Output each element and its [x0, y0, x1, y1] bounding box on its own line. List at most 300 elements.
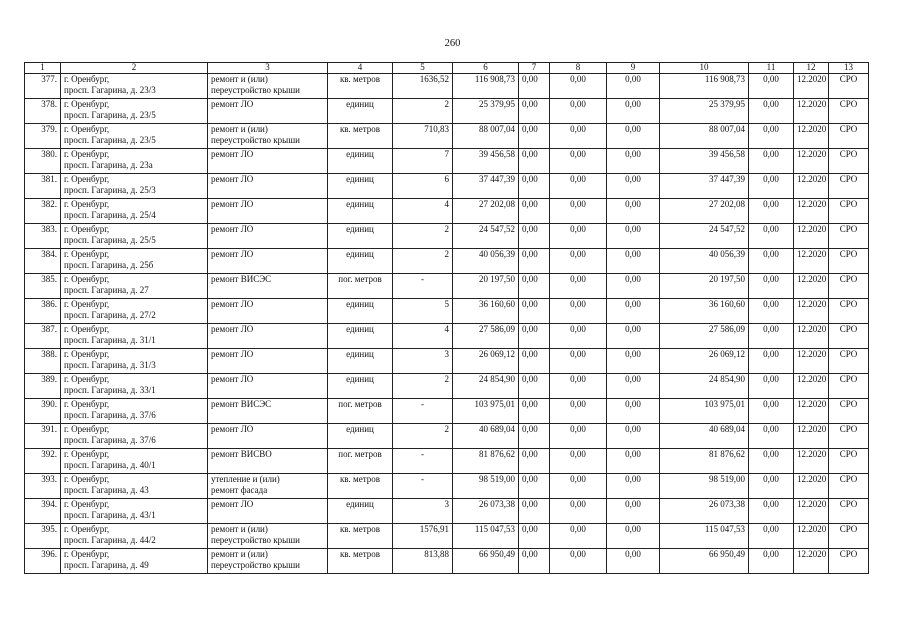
row-number-cell: 396.: [25, 549, 61, 574]
work-type-line: ремонт ЛО: [211, 499, 254, 509]
work-type-cell: [208, 399, 328, 424]
table-row: [25, 274, 869, 299]
address-line: г. Оренбург,: [64, 174, 110, 184]
col9-cell: 0,00: [607, 249, 660, 274]
address-line: просп. Гагарина, д. 25/4: [64, 210, 156, 220]
completion-date-cell: 12.2020: [794, 299, 829, 324]
work-type-line: переустройство крыши: [211, 535, 300, 545]
col9-cell: 0,00: [607, 99, 660, 124]
quantity-cell: 813,88: [393, 549, 453, 574]
total-cost-cell: 26 069,12: [453, 349, 519, 374]
col7-cell: 0,00: [519, 124, 550, 149]
col10-cell: 26 069,12: [660, 349, 749, 374]
completion-date-cell: 12.2020: [794, 549, 829, 574]
row-number-cell: 381.: [25, 174, 61, 199]
table-row: [25, 199, 869, 224]
total-cost-cell: 116 908,73: [453, 74, 519, 99]
address-cell: [61, 549, 208, 574]
address-line: г. Оренбург,: [64, 549, 110, 559]
completion-date-cell: 12.2020: [794, 274, 829, 299]
work-type-line: ремонт и (или): [211, 524, 268, 534]
address-line: г. Оренбург,: [64, 74, 110, 84]
col10-cell: 115 047,53: [660, 524, 749, 549]
quantity-cell: 6: [393, 174, 453, 199]
quantity-cell: 3: [393, 349, 453, 374]
quantity-cell: 3: [393, 499, 453, 524]
source-cell: СРО: [829, 274, 869, 299]
source-cell: СРО: [829, 74, 869, 99]
unit-cell: кв. метров: [328, 524, 393, 549]
col7-cell: 0,00: [519, 524, 550, 549]
address-line: г. Оренбург,: [64, 349, 110, 359]
col8-cell: 0,00: [550, 524, 607, 549]
col10-cell: 40 056,39: [660, 249, 749, 274]
col9-cell: 0,00: [607, 274, 660, 299]
row-number-cell: 384.: [25, 249, 61, 274]
col9-cell: 0,00: [607, 199, 660, 224]
source-cell: СРО: [829, 349, 869, 374]
work-type-line: утепление и (или): [211, 474, 280, 484]
completion-date-cell: 12.2020: [794, 499, 829, 524]
work-type-line: ремонт и (или): [211, 549, 268, 559]
total-cost-cell: 103 975,01: [453, 399, 519, 424]
quantity-cell: 2: [393, 249, 453, 274]
quantity-cell: 1636,52: [393, 74, 453, 99]
work-type-line: ремонт фасада: [211, 485, 268, 495]
table-row: [25, 99, 869, 124]
col11-cell: 0,00: [749, 149, 794, 174]
row-number-cell: 378.: [25, 99, 61, 124]
col9-cell: 0,00: [607, 124, 660, 149]
table-row: [25, 549, 869, 574]
work-type-line: ремонт ЛО: [211, 224, 254, 234]
col7-cell: 0,00: [519, 174, 550, 199]
col11-cell: 0,00: [749, 99, 794, 124]
work-type-cell: [208, 124, 328, 149]
completion-date-cell: 12.2020: [794, 349, 829, 374]
col7-cell: 0,00: [519, 549, 550, 574]
col8-cell: 0,00: [550, 124, 607, 149]
row-number-cell: 382.: [25, 199, 61, 224]
address-line: г. Оренбург,: [64, 399, 110, 409]
address-cell: [61, 99, 208, 124]
col11-cell: 0,00: [749, 274, 794, 299]
col11-cell: 0,00: [749, 324, 794, 349]
col8-cell: 0,00: [550, 74, 607, 99]
header-cell: 6: [453, 63, 519, 74]
work-type-cell: [208, 474, 328, 499]
total-cost-cell: 115 047,53: [453, 524, 519, 549]
address-line: просп. Гагарина, д. 43: [64, 485, 149, 495]
work-type-cell: [208, 224, 328, 249]
work-type-cell: [208, 349, 328, 374]
address-line: просп. Гагарина, д. 27: [64, 285, 149, 295]
source-cell: СРО: [829, 99, 869, 124]
address-line: г. Оренбург,: [64, 499, 110, 509]
quantity-cell: 1576,91: [393, 524, 453, 549]
col7-cell: 0,00: [519, 474, 550, 499]
unit-cell: кв. метров: [328, 549, 393, 574]
work-type-cell: [208, 274, 328, 299]
page-number: 260: [444, 38, 461, 49]
row-number-cell: 389.: [25, 374, 61, 399]
row-number-cell: 392.: [25, 449, 61, 474]
unit-cell: единиц: [328, 149, 393, 174]
total-cost-cell: 27 586,09: [453, 324, 519, 349]
col10-cell: 24 854,90: [660, 374, 749, 399]
work-type-cell: [208, 99, 328, 124]
col8-cell: 0,00: [550, 374, 607, 399]
address-cell: [61, 224, 208, 249]
source-cell: СРО: [829, 449, 869, 474]
work-type-cell: [208, 149, 328, 174]
work-type-line: ремонт ЛО: [211, 424, 254, 434]
address-cell: [61, 399, 208, 424]
unit-cell: кв. метров: [328, 74, 393, 99]
col10-cell: 81 876,62: [660, 449, 749, 474]
col8-cell: 0,00: [550, 549, 607, 574]
col8-cell: 0,00: [550, 174, 607, 199]
header-row: [25, 63, 869, 74]
unit-cell: единиц: [328, 224, 393, 249]
completion-date-cell: 12.2020: [794, 149, 829, 174]
header-cell: 11: [749, 63, 794, 74]
col11-cell: 0,00: [749, 474, 794, 499]
address-line: просп. Гагарина, д. 25/3: [64, 185, 156, 195]
col11-cell: 0,00: [749, 349, 794, 374]
col7-cell: 0,00: [519, 199, 550, 224]
col11-cell: 0,00: [749, 124, 794, 149]
work-type-cell: [208, 249, 328, 274]
work-type-cell: [208, 74, 328, 99]
completion-date-cell: 12.2020: [794, 324, 829, 349]
col10-cell: 36 160,60: [660, 299, 749, 324]
header-cell: 9: [607, 63, 660, 74]
address-line: г. Оренбург,: [64, 149, 110, 159]
source-cell: СРО: [829, 249, 869, 274]
col9-cell: 0,00: [607, 299, 660, 324]
quantity-cell: -: [393, 274, 453, 299]
row-number-cell: 379.: [25, 124, 61, 149]
col9-cell: 0,00: [607, 399, 660, 424]
address-line: просп. Гагарина, д. 40/1: [64, 460, 156, 470]
col10-cell: 66 950,49: [660, 549, 749, 574]
row-number-cell: 387.: [25, 324, 61, 349]
completion-date-cell: 12.2020: [794, 399, 829, 424]
work-type-line: переустройство крыши: [211, 85, 300, 95]
quantity-cell: 2: [393, 424, 453, 449]
address-cell: [61, 474, 208, 499]
total-cost-cell: 26 073,38: [453, 499, 519, 524]
col8-cell: 0,00: [550, 99, 607, 124]
row-number-cell: 386.: [25, 299, 61, 324]
col10-cell: 27 202,08: [660, 199, 749, 224]
total-cost-cell: 98 519,00: [453, 474, 519, 499]
address-line: г. Оренбург,: [64, 449, 110, 459]
work-type-cell: [208, 449, 328, 474]
quantity-cell: 5: [393, 299, 453, 324]
total-cost-cell: 24 854,90: [453, 374, 519, 399]
col7-cell: 0,00: [519, 274, 550, 299]
col8-cell: 0,00: [550, 399, 607, 424]
col7-cell: 0,00: [519, 224, 550, 249]
unit-cell: пог. метров: [328, 399, 393, 424]
col7-cell: 0,00: [519, 499, 550, 524]
col11-cell: 0,00: [749, 549, 794, 574]
completion-date-cell: 12.2020: [794, 174, 829, 199]
col11-cell: 0,00: [749, 174, 794, 199]
completion-date-cell: 12.2020: [794, 474, 829, 499]
col8-cell: 0,00: [550, 324, 607, 349]
address-line: просп. Гагарина, д. 23/3: [64, 85, 156, 95]
work-type-line: ремонт ЛО: [211, 149, 254, 159]
address-line: г. Оренбург,: [64, 99, 110, 109]
address-cell: [61, 524, 208, 549]
quantity-cell: 2: [393, 99, 453, 124]
completion-date-cell: 12.2020: [794, 524, 829, 549]
completion-date-cell: 12.2020: [794, 124, 829, 149]
col9-cell: 0,00: [607, 224, 660, 249]
table-row: [25, 174, 869, 199]
total-cost-cell: 37 447,39: [453, 174, 519, 199]
table-row: [25, 324, 869, 349]
address-cell: [61, 299, 208, 324]
col8-cell: 0,00: [550, 474, 607, 499]
work-type-cell: [208, 524, 328, 549]
work-type-line: ремонт ЛО: [211, 174, 254, 184]
unit-cell: единиц: [328, 499, 393, 524]
address-line: просп. Гагарина, д. 27/2: [64, 310, 156, 320]
address-line: просп. Гагарина, д. 31/3: [64, 360, 156, 370]
table-row: [25, 499, 869, 524]
address-line: г. Оренбург,: [64, 299, 110, 309]
completion-date-cell: 12.2020: [794, 224, 829, 249]
table-row: [25, 524, 869, 549]
work-type-line: ремонт ЛО: [211, 199, 254, 209]
header-cell: 5: [393, 63, 453, 74]
col9-cell: 0,00: [607, 324, 660, 349]
table-row: [25, 74, 869, 99]
work-type-line: ремонт ВИСЭС: [211, 399, 272, 409]
source-cell: СРО: [829, 474, 869, 499]
header-cell: 4: [328, 63, 393, 74]
address-cell: [61, 324, 208, 349]
total-cost-cell: 25 379,95: [453, 99, 519, 124]
source-cell: СРО: [829, 424, 869, 449]
header-cell: 3: [208, 63, 328, 74]
total-cost-cell: 88 007,04: [453, 124, 519, 149]
row-number-cell: 393.: [25, 474, 61, 499]
address-cell: [61, 199, 208, 224]
col7-cell: 0,00: [519, 299, 550, 324]
col11-cell: 0,00: [749, 449, 794, 474]
header-cell: 1: [25, 63, 61, 74]
completion-date-cell: 12.2020: [794, 449, 829, 474]
col7-cell: 0,00: [519, 399, 550, 424]
col10-cell: 103 975,01: [660, 399, 749, 424]
address-cell: [61, 424, 208, 449]
col9-cell: 0,00: [607, 549, 660, 574]
row-number-cell: 394.: [25, 499, 61, 524]
source-cell: СРО: [829, 374, 869, 399]
work-type-line: ремонт ВИСЭС: [211, 274, 272, 284]
work-type-cell: [208, 299, 328, 324]
col8-cell: 0,00: [550, 274, 607, 299]
work-type-line: ремонт ЛО: [211, 349, 254, 359]
source-cell: СРО: [829, 199, 869, 224]
col10-cell: 39 456,58: [660, 149, 749, 174]
col8-cell: 0,00: [550, 149, 607, 174]
header-cell: 13: [829, 63, 869, 74]
work-type-cell: [208, 374, 328, 399]
address-cell: [61, 274, 208, 299]
address-cell: [61, 74, 208, 99]
col11-cell: 0,00: [749, 424, 794, 449]
col9-cell: 0,00: [607, 474, 660, 499]
table-row: [25, 474, 869, 499]
table-row: [25, 299, 869, 324]
unit-cell: единиц: [328, 324, 393, 349]
col7-cell: 0,00: [519, 99, 550, 124]
source-cell: СРО: [829, 124, 869, 149]
quantity-cell: -: [393, 449, 453, 474]
source-cell: СРО: [829, 174, 869, 199]
table-row: [25, 249, 869, 274]
row-number-cell: 383.: [25, 224, 61, 249]
header-cell: 8: [550, 63, 607, 74]
col11-cell: 0,00: [749, 499, 794, 524]
source-cell: СРО: [829, 399, 869, 424]
row-number-cell: 391.: [25, 424, 61, 449]
col9-cell: 0,00: [607, 74, 660, 99]
quantity-cell: 4: [393, 324, 453, 349]
unit-cell: единиц: [328, 349, 393, 374]
unit-cell: единиц: [328, 174, 393, 199]
col9-cell: 0,00: [607, 149, 660, 174]
address-line: г. Оренбург,: [64, 324, 110, 334]
total-cost-cell: 40 689,04: [453, 424, 519, 449]
col11-cell: 0,00: [749, 299, 794, 324]
address-line: просп. Гагарина, д. 31/1: [64, 335, 156, 345]
col11-cell: 0,00: [749, 199, 794, 224]
work-type-line: ремонт и (или): [211, 124, 268, 134]
row-number-cell: 380.: [25, 149, 61, 174]
col7-cell: 0,00: [519, 249, 550, 274]
col9-cell: 0,00: [607, 174, 660, 199]
table-row: [25, 349, 869, 374]
col7-cell: 0,00: [519, 449, 550, 474]
work-type-cell: [208, 549, 328, 574]
address-line: просп. Гагарина, д. 37/6: [64, 410, 156, 420]
table-row: [25, 224, 869, 249]
completion-date-cell: 12.2020: [794, 199, 829, 224]
total-cost-cell: 20 197,50: [453, 274, 519, 299]
col10-cell: 24 547,52: [660, 224, 749, 249]
col11-cell: 0,00: [749, 224, 794, 249]
total-cost-cell: 36 160,60: [453, 299, 519, 324]
col10-cell: 88 007,04: [660, 124, 749, 149]
quantity-cell: 7: [393, 149, 453, 174]
col10-cell: 98 519,00: [660, 474, 749, 499]
col8-cell: 0,00: [550, 199, 607, 224]
quantity-cell: 710,83: [393, 124, 453, 149]
col9-cell: 0,00: [607, 374, 660, 399]
row-number-cell: 388.: [25, 349, 61, 374]
table-row: [25, 424, 869, 449]
work-type-line: переустройство крыши: [211, 135, 300, 145]
col10-cell: 40 689,04: [660, 424, 749, 449]
col7-cell: 0,00: [519, 74, 550, 99]
col7-cell: 0,00: [519, 374, 550, 399]
col7-cell: 0,00: [519, 349, 550, 374]
unit-cell: пог. метров: [328, 274, 393, 299]
row-number-cell: 390.: [25, 399, 61, 424]
address-cell: [61, 124, 208, 149]
col10-cell: 37 447,39: [660, 174, 749, 199]
address-line: просп. Гагарина, д. 33/1: [64, 385, 156, 395]
address-line: просп. Гагарина, д. 23/5: [64, 110, 156, 120]
quantity-cell: 2: [393, 224, 453, 249]
address-line: г. Оренбург,: [64, 524, 110, 534]
total-cost-cell: 24 547,52: [453, 224, 519, 249]
col9-cell: 0,00: [607, 424, 660, 449]
source-cell: СРО: [829, 324, 869, 349]
unit-cell: единиц: [328, 374, 393, 399]
col10-cell: 26 073,38: [660, 499, 749, 524]
header-cell: 2: [61, 63, 208, 74]
total-cost-cell: 81 876,62: [453, 449, 519, 474]
header-cell: 10: [660, 63, 749, 74]
completion-date-cell: 12.2020: [794, 424, 829, 449]
total-cost-cell: 27 202,08: [453, 199, 519, 224]
address-line: г. Оренбург,: [64, 199, 110, 209]
table-row: [25, 374, 869, 399]
col9-cell: 0,00: [607, 349, 660, 374]
table-body: [25, 74, 869, 574]
address-line: г. Оренбург,: [64, 124, 110, 134]
col7-cell: 0,00: [519, 149, 550, 174]
address-line: г. Оренбург,: [64, 374, 110, 384]
repair-register-table: [24, 62, 869, 574]
address-cell: [61, 249, 208, 274]
source-cell: СРО: [829, 299, 869, 324]
address-cell: [61, 499, 208, 524]
work-type-cell: [208, 499, 328, 524]
col11-cell: 0,00: [749, 249, 794, 274]
header-cell: 12: [794, 63, 829, 74]
completion-date-cell: 12.2020: [794, 74, 829, 99]
source-cell: СРО: [829, 224, 869, 249]
source-cell: СРО: [829, 149, 869, 174]
source-cell: СРО: [829, 524, 869, 549]
quantity-cell: -: [393, 399, 453, 424]
col11-cell: 0,00: [749, 374, 794, 399]
unit-cell: кв. метров: [328, 124, 393, 149]
work-type-cell: [208, 174, 328, 199]
address-line: г. Оренбург,: [64, 474, 110, 484]
source-cell: СРО: [829, 499, 869, 524]
col9-cell: 0,00: [607, 499, 660, 524]
address-line: просп. Гагарина, д. 44/2: [64, 535, 156, 545]
work-type-line: ремонт и (или): [211, 74, 268, 84]
row-number-cell: 377.: [25, 74, 61, 99]
work-type-line: ремонт ЛО: [211, 99, 254, 109]
col9-cell: 0,00: [607, 449, 660, 474]
col8-cell: 0,00: [550, 299, 607, 324]
col8-cell: 0,00: [550, 449, 607, 474]
work-type-line: ремонт ЛО: [211, 324, 254, 334]
table-row: [25, 399, 869, 424]
